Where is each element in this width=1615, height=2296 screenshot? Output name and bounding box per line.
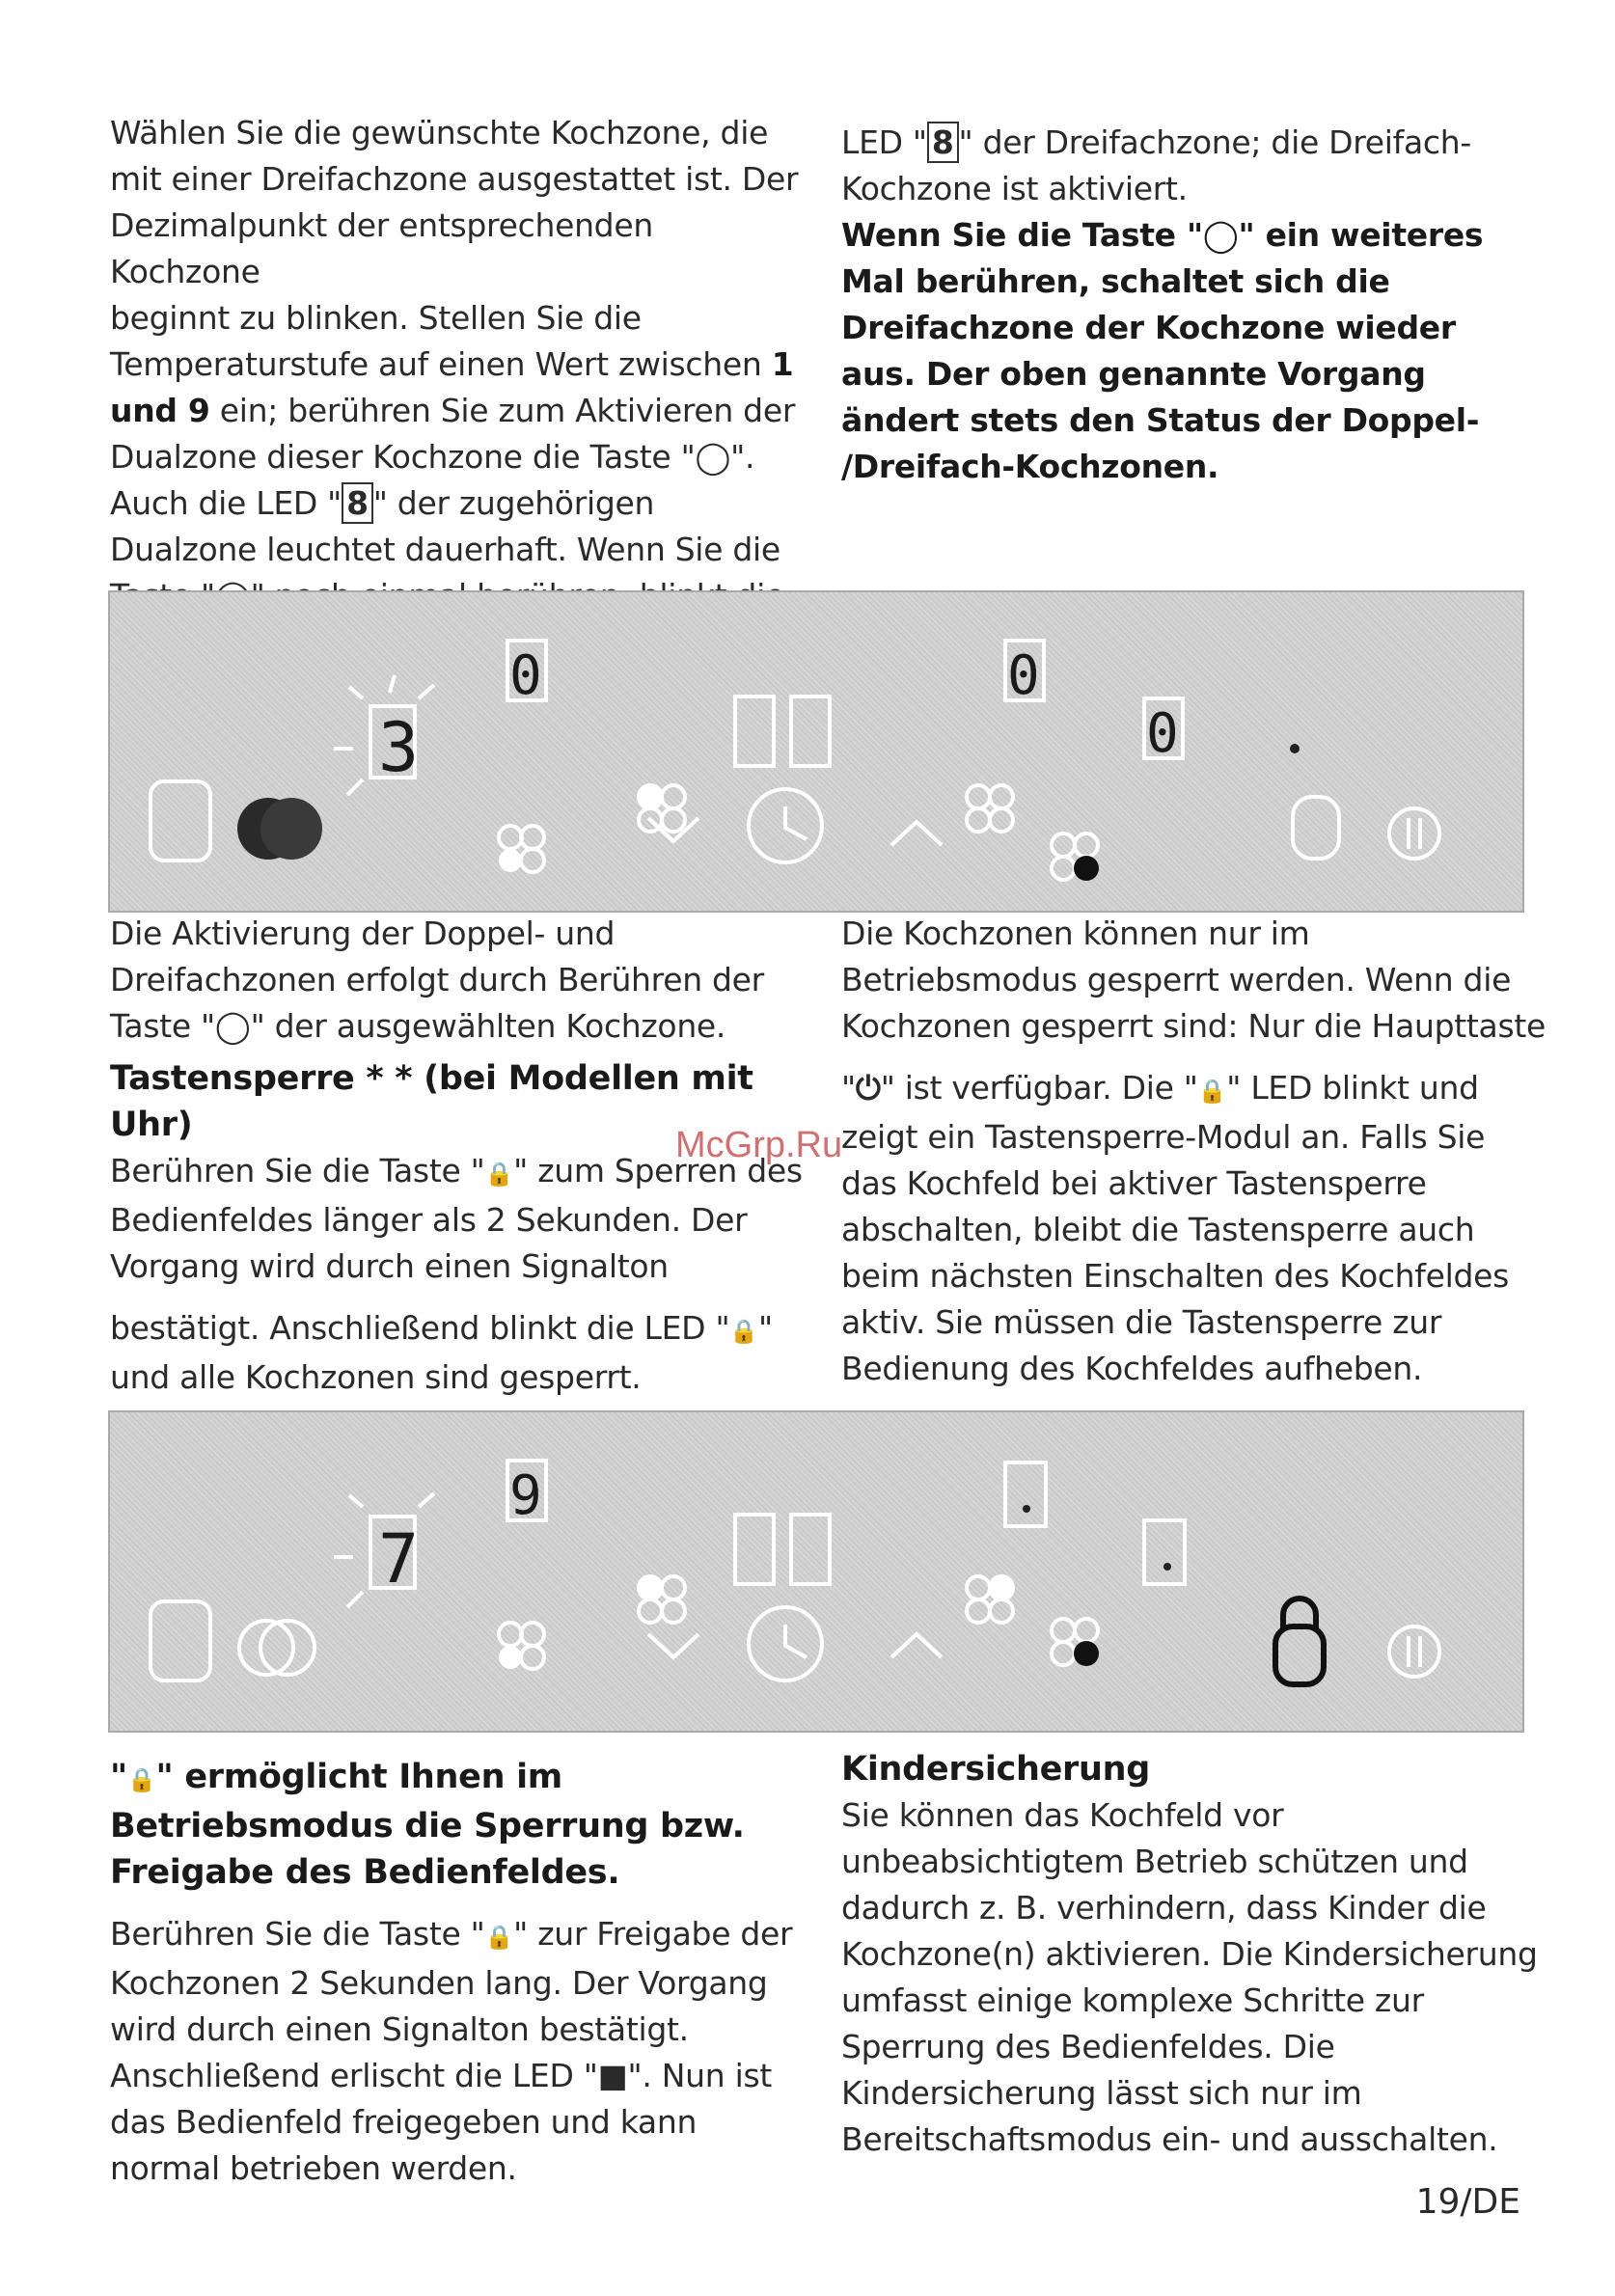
text-line: Taste "◯" der ausgewählten Kochzone. [110, 1007, 726, 1045]
text-line: Wählen Sie die gewünschte Kochzone, die [110, 114, 769, 151]
timer-digit [735, 697, 774, 766]
control-panel-illustration-2 [108, 1410, 1524, 1733]
text-line: und alle Kochzonen sind gesperrt. [110, 1358, 642, 1396]
text-line: Kochzonen gesperrt sind: Nur die Haupttaste [841, 1007, 1546, 1045]
text-line: Dualzone leuchtet dauerhaft. Wenn Sie die [110, 531, 780, 568]
left-top-text [110, 110, 805, 619]
text-line: zeigt ein Tastensperre-Modul an. Falls Sie [841, 1118, 1486, 1156]
section-heading: Freigabe des Bedienfeldes. [110, 1853, 620, 1892]
control-panel-illustration-1 [108, 590, 1524, 913]
text-line: Dezimalpunkt der entsprechenden Kochzone [110, 206, 653, 290]
page-number: 19/DE [1415, 2182, 1520, 2222]
right-top-text [841, 120, 1536, 490]
text-line: Bedienfeldes länger als 2 Sekunden. Der [110, 1201, 748, 1239]
text-line: Temperaturstufe auf einen Wert zwischen 1 [110, 345, 794, 383]
lock-icon: 🔒 [1197, 1078, 1227, 1105]
text-line: Die Aktivierung der Doppel- und [110, 915, 616, 952]
section-heading: Betriebsmodus die Sperrung bzw. [110, 1807, 745, 1845]
dualzone-icon: ◯ [695, 438, 731, 476]
text-line: wird durch einen Signalton bestätigt. [110, 2010, 689, 2048]
lock-icon: 🔒 [484, 1924, 514, 1951]
text-line: unbeabsichtigtem Betrieb schützen und [841, 1843, 1468, 1880]
text-line: Kochzone ist aktiviert. [841, 170, 1188, 207]
timer-digit [791, 1515, 830, 1584]
text-line: Kindersicherung lässt sich nur im [841, 2074, 1362, 2112]
power-level-digit: 3 [378, 708, 420, 787]
right-bottom-text [841, 1746, 1546, 2163]
text-line: Berühren Sie die Taste "🔒" zur Freigabe der [110, 1915, 793, 1953]
text-line: beginnt zu blinken. Stellen Sie die [110, 299, 642, 337]
text-line: Betriebsmodus gesperrt werden. Wenn die [841, 961, 1512, 998]
led-digit-icon: 8 [927, 122, 959, 163]
text-line: Bedienung des Kochfeldes aufheben. [841, 1350, 1423, 1387]
right-mid-text [841, 911, 1546, 1392]
section-heading: "🔒" ermöglicht Ihnen im [110, 1758, 562, 1796]
text-line: Berühren Sie die Taste "🔒" zum Sperren des [110, 1152, 803, 1189]
text-line: Kochzonen 2 Sekunden lang. Der Vorgang [110, 1964, 768, 2002]
timer-digit [791, 697, 830, 766]
lock-key-icon [1275, 1599, 1324, 1684]
section-heading: Uhr) [110, 1106, 193, 1144]
led-digit-icon: 8 [342, 482, 373, 524]
lock-icon: 🔒 [126, 1766, 156, 1793]
text-line: Sperrung des Bedienfeldes. Die [841, 2028, 1335, 2065]
digit-display [1144, 1520, 1185, 1584]
text-line: dadurch z. B. verhindern, dass Kinder die [841, 1889, 1487, 1927]
section-heading: Tastensperre * * (bei Modellen mit [110, 1059, 753, 1098]
text-line: Mal berühren, schaltet sich die [841, 262, 1390, 300]
text-line: Auch die LED " 8 " der zugehörigen [110, 484, 655, 522]
power-icon: ⏻ [855, 1069, 881, 1107]
zone-select-key [151, 1601, 210, 1681]
text-line: LED " 8 " der Dreifachzone; die Dreifach- [841, 123, 1471, 161]
dual-zone-key-icon [237, 798, 322, 860]
text-line: Wenn Sie die Taste "◯" ein weiteres [841, 216, 1484, 254]
power-level-digit: 0 [1007, 644, 1040, 707]
plus-key-icon [891, 1634, 942, 1657]
text-line: umfasst einige komplexe Schritte zur [841, 1982, 1424, 2019]
text-line: Dreifachzonen erfolgt durch Berühren der [110, 961, 764, 998]
power-level-digit: 0 [1146, 702, 1179, 765]
zone-indicator-icon [499, 785, 1098, 880]
power-level-digit: 9 [509, 1464, 542, 1527]
text-line: das Bedienfeld freigegeben und kann [110, 2103, 698, 2141]
text-line: und 9 ein; berühren Sie zum Aktivieren der [110, 392, 796, 429]
text-line: mit einer Dreifachzone ausgestattet ist. Der [110, 160, 799, 198]
text-line: das Kochfeld bei aktiver Tastensperre [841, 1164, 1427, 1202]
left-bottom-text [110, 1754, 824, 2192]
text-line: Die Kochzonen können nur im [841, 915, 1310, 952]
text-line: aktiv. Sie müssen die Tastensperre zur [841, 1303, 1442, 1341]
power-level-digit: 0 [509, 644, 542, 707]
zone-select-key [151, 781, 210, 861]
text-line: abschalten, bleibt die Tastensperre auch [841, 1211, 1475, 1248]
text-line: bestätigt. Anschließend blinkt die LED "🔒" [110, 1309, 773, 1347]
text-line: Bereitschaftsmodus ein- und ausschalten. [841, 2120, 1498, 2158]
watermark: McGrp.Ru [675, 1125, 843, 1165]
dualzone-icon: ◯ [214, 1007, 251, 1045]
power-key-icon [1389, 1626, 1439, 1677]
text-line: "⏻" ist verfügbar. Die "🔒" LED blinkt und [841, 1069, 1479, 1107]
digit-display [1005, 1462, 1046, 1526]
lock-icon: 🔒 [484, 1161, 514, 1188]
lock-icon: 🔒 [729, 1318, 758, 1345]
timer-digit [735, 1515, 774, 1584]
text-line: ändert stets den Status der Doppel- [841, 401, 1480, 439]
led-square-icon: ■ [597, 2057, 628, 2094]
minus-key-icon [648, 1634, 698, 1657]
power-level-digit: 7 [378, 1519, 420, 1599]
text-line: Vorgang wird durch einen Signalton [110, 1247, 669, 1285]
lock-key-icon [1293, 797, 1339, 859]
text-line: Sie können das Kochfeld vor [841, 1796, 1284, 1834]
plus-key-icon [891, 822, 942, 845]
control-panel-drawing [110, 1412, 1522, 1731]
power-key-icon [1389, 808, 1439, 859]
text-line: Anschließend erlischt die LED "■". Nun ist [110, 2057, 772, 2094]
text-line: Dualzone dieser Kochzone die Taste "◯". [110, 438, 755, 476]
text-line: beim nächsten Einschalten des Kochfeldes [841, 1257, 1510, 1295]
text-line: aus. Der oben genannte Vorgang [841, 355, 1426, 393]
text-line: Dreifachzone der Kochzone wieder [841, 309, 1456, 346]
dualzone-icon: ◯ [1202, 216, 1239, 254]
text-line: normal betrieben werden. [110, 2149, 517, 2187]
text-line: /Dreifach-Kochzonen. [841, 448, 1219, 485]
section-heading: Kindersicherung [841, 1750, 1150, 1789]
text-line: Kochzone(n) aktivieren. Die Kindersicherung [841, 1935, 1538, 1973]
control-panel-drawing [110, 592, 1522, 911]
